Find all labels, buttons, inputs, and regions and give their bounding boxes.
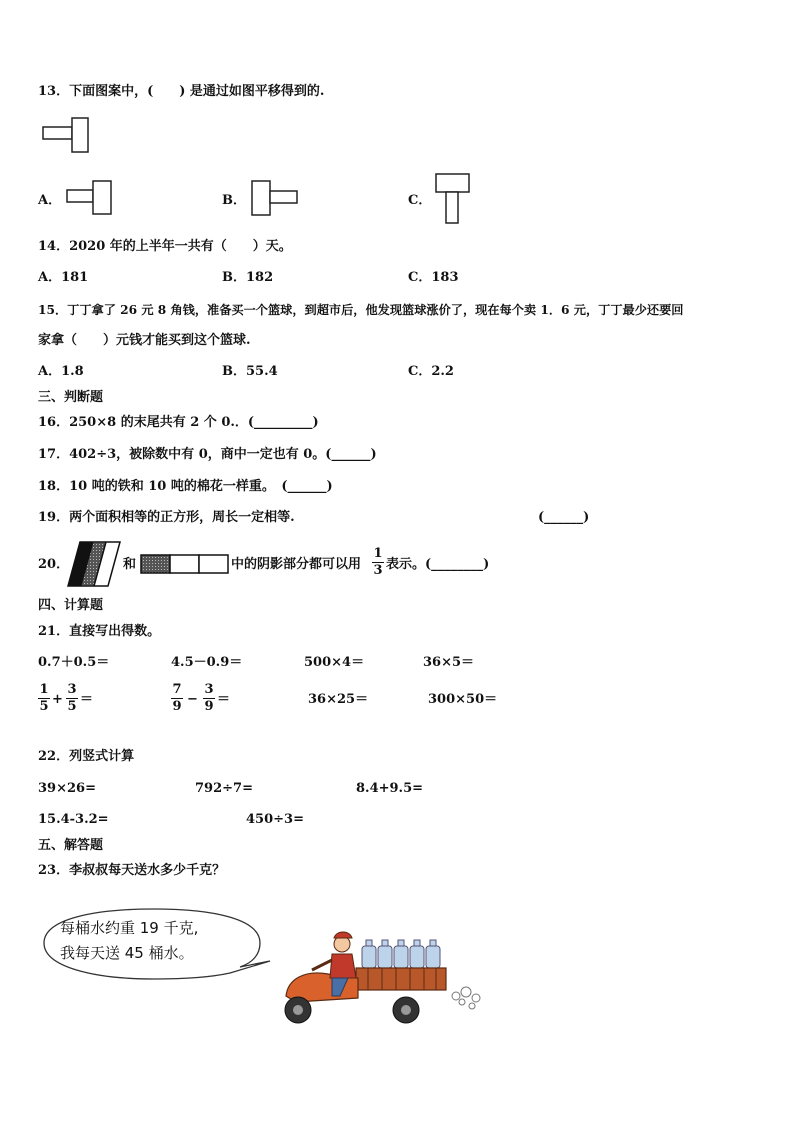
q21-item-8: 300×50＝ [428, 692, 498, 707]
fraction-numerator: 1 [39, 682, 49, 697]
q13-reference-shape [42, 117, 92, 155]
q13-option-a-shape [66, 180, 116, 216]
section-4-title: 四、计算题 [38, 598, 104, 613]
q21-fraction-1a [38, 683, 50, 714]
q22-item-3: 8.4+9.5= [356, 781, 424, 796]
q20-parallelogram-figure [66, 541, 126, 589]
fraction-denominator: 9 [172, 699, 182, 714]
q23-text: 23．李叔叔每天送水多少千克？ [38, 863, 226, 878]
q13-option-a: A． [38, 193, 62, 208]
q21-fraction-1-equals: ＝ [80, 692, 94, 707]
q21-fraction-2-operator: − [187, 692, 198, 707]
q19-text: 19．两个面积相等的正方形，周长一定相等. [38, 510, 295, 525]
q13-option-c-shape [435, 173, 471, 227]
q22-item-5: 450÷3= [246, 812, 304, 827]
q13-text: 13．下面图案中，( ) 是通过如图平移得到的. [38, 84, 325, 99]
fraction-denominator: 5 [39, 699, 49, 714]
q21-item-7: 36×25＝ [308, 692, 369, 707]
fraction-denominator: 9 [204, 699, 214, 714]
q21-fraction-2b [203, 683, 215, 714]
q14-option-c: C．183 [408, 270, 459, 285]
q15-option-a: A．1.8 [38, 364, 84, 379]
q20-tail-text: 表示。(________) [386, 557, 490, 572]
fraction-numerator: 3 [204, 682, 214, 697]
water-delivery-tricycle-illustration [276, 926, 486, 1028]
q22-title: 22．列竖式计算 [38, 749, 135, 764]
bubble-line-2: 我每天送 45 桶水。 [60, 944, 194, 962]
q13-option-c: C． [408, 193, 432, 208]
q21-item-2: 4.5－0.9＝ [171, 655, 243, 670]
q21-item-3: 500×4＝ [304, 655, 365, 670]
q21-item-4: 36×5＝ [423, 655, 475, 670]
fraction-numerator: 3 [67, 682, 77, 697]
q17-text: 17．402÷3，被除数中有 0，商中一定也有 0。(______) [38, 447, 377, 462]
q15-line2: 家拿（ ）元钱才能买到这个篮球. [38, 333, 251, 348]
q21-fraction-2a [171, 683, 183, 714]
q20-middle-text: 中的阴影部分都可以用 [231, 557, 362, 572]
q15-option-c: C．2.2 [408, 364, 454, 379]
fraction-numerator: 7 [172, 682, 182, 697]
q20-number: 20． [38, 557, 70, 572]
q22-item-2: 792÷7= [195, 781, 253, 796]
fraction-denominator: 5 [67, 699, 77, 714]
q14-option-b: B．182 [222, 270, 274, 285]
q19-blank: (______) [538, 510, 590, 525]
q21-title: 21．直接写出得数。 [38, 624, 161, 639]
q20-fraction-denominator: 3 [373, 563, 383, 578]
q16-text: 16．250×8 的末尾共有 2 个 0.．(_________) [38, 415, 319, 430]
section-3-title: 三、判断题 [38, 390, 104, 405]
q20-and: 和 [123, 557, 137, 572]
q21-fraction-2-equals: ＝ [217, 692, 231, 707]
q15-option-b: B．55.4 [222, 364, 278, 379]
q20-fraction-numerator: 1 [373, 546, 383, 561]
q13-option-b: B． [222, 193, 246, 208]
q21-fraction-1-operator: + [52, 692, 63, 707]
q13-option-b-shape [251, 180, 301, 216]
q21-fraction-1b [66, 683, 78, 714]
q21-item-1: 0.7＋0.5＝ [38, 655, 110, 670]
q20-bar-figure [140, 554, 230, 574]
bubble-line-1: 每桶水约重 19 千克, [60, 919, 199, 937]
q22-item-1: 39×26= [38, 781, 96, 796]
q18-text: 18．10 吨的铁和 10 吨的棉花一样重。 (______) [38, 479, 333, 494]
q14-option-a: A．181 [38, 270, 89, 285]
q22-item-4: 15.4-3.2= [38, 812, 109, 827]
q15-line1: 15．丁丁拿了 26 元 8 角钱，准备买一个篮球，到超市后，他发现篮球涨价了，现在每个卖 1．6 元，丁丁最少还要回 [38, 303, 684, 317]
q20-fraction [372, 547, 384, 578]
section-5-title: 五、解答题 [38, 838, 104, 853]
q14-text: 14．2020 年的上半年一共有（ ）天。 [38, 239, 292, 254]
